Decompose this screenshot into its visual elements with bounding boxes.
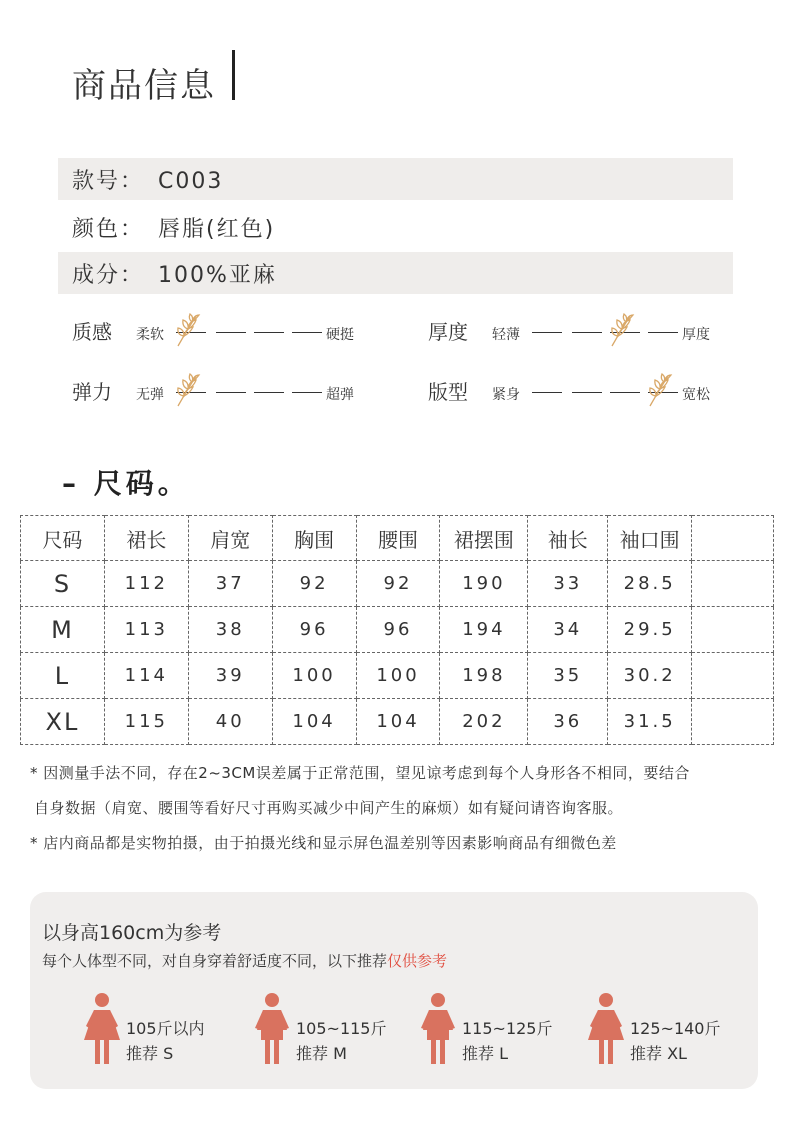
info-value: 唇脂(红色) xyxy=(158,217,276,242)
attr-thickness xyxy=(428,312,728,352)
info-row-material xyxy=(58,252,733,294)
size-value-cell: 34 xyxy=(528,607,608,653)
scale-segment xyxy=(254,392,284,393)
reference-weight: 105~115斤 xyxy=(296,1019,387,1038)
size-value-cell: 198 xyxy=(440,653,528,699)
size-value-cell xyxy=(692,607,774,653)
reference-item xyxy=(296,1016,387,1066)
size-label-cell: XL xyxy=(21,699,105,745)
size-value-cell: 100 xyxy=(272,653,356,699)
scale-max-label: 硬挺 xyxy=(326,327,354,343)
size-table-header-cell: 腰围 xyxy=(356,516,440,561)
size-value-cell: 33 xyxy=(528,561,608,607)
scale-max-label: 厚度 xyxy=(682,327,710,343)
scale-segment xyxy=(532,392,562,393)
size-value-cell: 35 xyxy=(528,653,608,699)
reference-recommend: 推荐 L xyxy=(462,1044,509,1063)
scale-max-label: 超弹 xyxy=(326,387,354,403)
reference-subtitle-text: 每个人体型不同，对自身穿着舒适度不同，以下推荐 xyxy=(42,952,388,970)
info-row-style-no xyxy=(58,158,733,200)
reference-item xyxy=(462,1016,553,1066)
size-label-cell: L xyxy=(21,653,105,699)
attr-name: 厚度 xyxy=(428,320,468,344)
size-value-cell: 113 xyxy=(104,607,188,653)
size-table-header-cell: 尺码 xyxy=(21,516,105,561)
size-label-cell: M xyxy=(21,607,105,653)
size-value-cell: 38 xyxy=(188,607,272,653)
scale-min-label: 紧身 xyxy=(492,387,520,403)
size-value-cell: 30.2 xyxy=(608,653,692,699)
size-table-header-cell xyxy=(692,516,774,561)
size-reference-panel xyxy=(30,892,758,1089)
size-value-cell: 104 xyxy=(272,699,356,745)
scale-segment xyxy=(254,332,284,333)
size-value-cell: 39 xyxy=(188,653,272,699)
size-value-cell xyxy=(692,561,774,607)
scale-segment xyxy=(532,332,562,333)
scale-segment xyxy=(292,332,322,333)
scale-segment xyxy=(648,332,678,333)
size-section-title: – 尺码。 xyxy=(62,467,190,500)
scale-min-label: 轻薄 xyxy=(492,327,520,343)
info-value: 100%亚麻 xyxy=(158,263,277,288)
scale-segment xyxy=(216,392,246,393)
wheat-marker-icon xyxy=(172,372,202,408)
info-label: 颜色： xyxy=(72,217,145,242)
info-row-color xyxy=(58,206,733,248)
reference-weight: 125~140斤 xyxy=(630,1019,721,1038)
reference-highlight: 仅供参考 xyxy=(387,952,448,970)
person-figure-icon xyxy=(586,992,626,1067)
note-measurement-cont: 自身数据（肩宽、腰围等看好尺寸再购买减少中间产生的麻烦）如有疑问请咨询客服。 xyxy=(34,799,624,817)
size-value-cell: 29.5 xyxy=(608,607,692,653)
reference-title: 以身高160cm为参考 xyxy=(42,922,222,944)
attr-elasticity xyxy=(72,372,372,412)
info-value: C003 xyxy=(158,169,224,194)
size-table-header-cell: 裙长 xyxy=(104,516,188,561)
person-figure-icon xyxy=(252,992,292,1067)
size-value-cell: 36 xyxy=(528,699,608,745)
page-title: 商品信息 xyxy=(72,66,216,106)
size-value-cell: 100 xyxy=(356,653,440,699)
size-value-cell: 112 xyxy=(104,561,188,607)
wheat-marker-icon xyxy=(644,372,674,408)
size-value-cell xyxy=(692,699,774,745)
size-value-cell: 104 xyxy=(356,699,440,745)
reference-recommend: 推荐 M xyxy=(296,1044,347,1063)
size-value-cell: 114 xyxy=(104,653,188,699)
table-row xyxy=(21,699,774,745)
wheat-marker-icon xyxy=(606,312,636,348)
reference-recommend: 推荐 XL xyxy=(630,1044,687,1063)
size-value-cell: 115 xyxy=(104,699,188,745)
size-value-cell: 96 xyxy=(356,607,440,653)
scale-segment xyxy=(292,392,322,393)
table-row xyxy=(21,653,774,699)
size-label-cell: S xyxy=(21,561,105,607)
scale-min-label: 柔软 xyxy=(136,327,164,343)
size-value-cell: 31.5 xyxy=(608,699,692,745)
size-value-cell: 37 xyxy=(188,561,272,607)
size-table-header-cell: 裙摆围 xyxy=(440,516,528,561)
size-table-header xyxy=(21,516,774,561)
size-value-cell: 202 xyxy=(440,699,528,745)
size-table xyxy=(20,515,774,745)
info-label: 成分： xyxy=(72,263,145,288)
attr-texture xyxy=(72,312,372,352)
reference-item xyxy=(630,1016,721,1066)
size-table-header-cell: 肩宽 xyxy=(188,516,272,561)
scale-segment xyxy=(610,392,640,393)
scale-segment xyxy=(572,332,602,333)
note-measurement: * 因测量手法不同，存在2~3CM误差属于正常范围，望见谅考虑到每个人身形各不相同，要结合 xyxy=(30,764,690,782)
size-value-cell: 40 xyxy=(188,699,272,745)
reference-weight: 115~125斤 xyxy=(462,1019,553,1038)
size-value-cell: 28.5 xyxy=(608,561,692,607)
title-divider xyxy=(232,50,235,100)
info-label: 款号： xyxy=(72,169,145,194)
reference-weight: 105斤以内 xyxy=(126,1019,205,1038)
scale-segment xyxy=(572,392,602,393)
size-value-cell: 190 xyxy=(440,561,528,607)
size-table-header-cell: 胸围 xyxy=(272,516,356,561)
attr-name: 版型 xyxy=(428,380,468,404)
scale-max-label: 宽松 xyxy=(682,387,710,403)
size-table-header-cell: 袖口围 xyxy=(608,516,692,561)
reference-item xyxy=(126,1016,205,1066)
size-value-cell: 92 xyxy=(272,561,356,607)
wheat-marker-icon xyxy=(172,312,202,348)
size-value-cell xyxy=(692,653,774,699)
size-value-cell: 194 xyxy=(440,607,528,653)
attr-name: 弹力 xyxy=(72,380,112,404)
note-color-difference: * 店内商品都是实物拍摄，由于拍摄光线和显示屏色温差别等因素影响商品有细微色差 xyxy=(30,834,617,852)
table-row xyxy=(21,607,774,653)
table-row xyxy=(21,561,774,607)
reference-recommend: 推荐 S xyxy=(126,1044,174,1063)
attr-fit xyxy=(428,372,728,412)
person-figure-icon xyxy=(82,992,122,1067)
size-table-header-cell: 袖长 xyxy=(528,516,608,561)
attr-name: 质感 xyxy=(72,320,112,344)
reference-subtitle xyxy=(42,950,447,971)
person-figure-icon xyxy=(418,992,458,1067)
scale-min-label: 无弹 xyxy=(136,387,164,403)
size-value-cell: 96 xyxy=(272,607,356,653)
size-value-cell: 92 xyxy=(356,561,440,607)
scale-segment xyxy=(216,332,246,333)
